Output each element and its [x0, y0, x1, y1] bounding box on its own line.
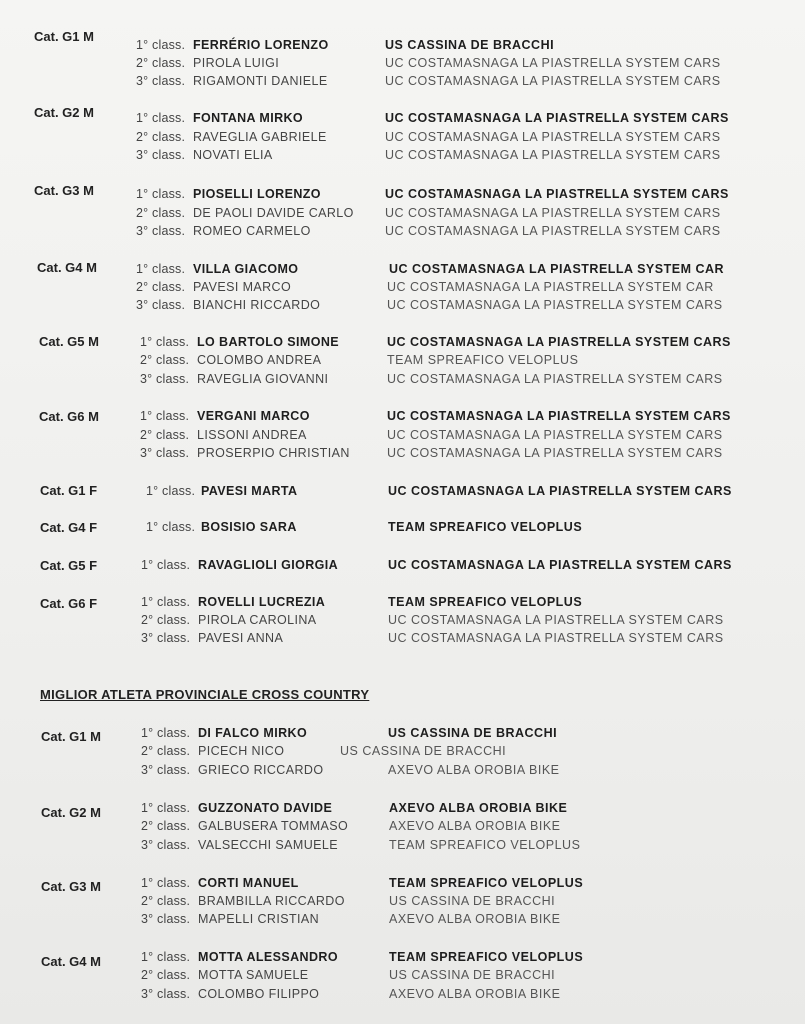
result-row	[0, 726, 805, 744]
athlete-name: MOTTA SAMUELE	[198, 968, 309, 982]
result-row	[0, 187, 805, 205]
athlete-name: RAVEGLIA GABRIELE	[193, 130, 327, 144]
place-label: 1° class.	[136, 187, 186, 201]
place-label: 3° class.	[141, 763, 191, 777]
team-name: AXEVO ALBA OROBIA BIKE	[389, 987, 561, 1001]
team-name: UC COSTAMASNAGA LA PIASTRELLA SYSTEM CARS	[387, 409, 731, 423]
result-row	[0, 148, 805, 166]
result-row	[0, 372, 805, 390]
result-row	[0, 111, 805, 129]
place-label: 3° class.	[141, 987, 191, 1001]
athlete-name: COLOMBO FILIPPO	[198, 987, 320, 1001]
place-label: 2° class.	[136, 56, 186, 70]
place-label: 3° class.	[136, 224, 186, 238]
athlete-name: BIANCHI RICCARDO	[193, 298, 321, 312]
athlete-name: PICECH NICO	[198, 744, 285, 758]
place-label: 1° class.	[146, 484, 196, 498]
team-name: UC COSTAMASNAGA LA PIASTRELLA SYSTEM CARS	[388, 558, 732, 572]
athlete-name: VILLA GIACOMO	[193, 262, 299, 276]
category-label: Cat. G2 M	[41, 805, 101, 820]
athlete-name: CORTI MANUEL	[198, 876, 299, 890]
result-row	[0, 280, 805, 298]
team-name: UC COSTAMASNAGA LA PIASTRELLA SYSTEM CARS	[385, 206, 721, 220]
category-label: Cat. G4 F	[40, 520, 98, 535]
place-label: 1° class.	[136, 38, 186, 52]
result-row	[0, 56, 805, 74]
place-label: 1° class.	[140, 409, 190, 423]
place-label: 2° class.	[141, 968, 191, 982]
place-label: 1° class.	[140, 335, 190, 349]
team-name: UC COSTAMASNAGA LA PIASTRELLA SYSTEM CARS	[385, 130, 721, 144]
athlete-name: FONTANA MIRKO	[193, 111, 304, 125]
athlete-name: VERGANI MARCO	[197, 409, 310, 423]
place-label: 2° class.	[136, 206, 186, 220]
team-name: UC COSTAMASNAGA LA PIASTRELLA SYSTEM CARS	[385, 224, 721, 238]
team-name: UC COSTAMASNAGA LA PIASTRELLA SYSTEM CARS	[387, 298, 723, 312]
athlete-name: PIROLA LUIGI	[193, 56, 280, 70]
category-label: Cat. G6 F	[40, 596, 98, 611]
team-name: TEAM SPREAFICO VELOPLUS	[388, 595, 583, 609]
team-name: AXEVO ALBA OROBIA BIKE	[389, 801, 568, 815]
result-row	[0, 838, 805, 856]
athlete-name: ROMEO CARMELO	[193, 224, 311, 238]
athlete-name: MAPELLI CRISTIAN	[198, 912, 320, 926]
team-name: AXEVO ALBA OROBIA BIKE	[388, 763, 560, 777]
team-name: TEAM SPREAFICO VELOPLUS	[389, 950, 584, 964]
result-row	[0, 446, 805, 464]
team-name: UC COSTAMASNAGA LA PIASTRELLA SYSTEM CARS	[387, 335, 731, 349]
result-row	[0, 130, 805, 148]
result-row	[0, 950, 805, 968]
place-label: 1° class.	[136, 111, 186, 125]
place-label: 1° class.	[141, 726, 191, 740]
team-name: US CASSINA DE BRACCHI	[389, 968, 556, 982]
place-label: 1° class.	[141, 950, 191, 964]
athlete-name: NOVATI ELIA	[193, 148, 273, 162]
place-label: 2° class.	[140, 353, 190, 367]
athlete-name: FERRÉRIO LORENZO	[193, 38, 329, 52]
athlete-name: LO BARTOLO SIMONE	[197, 335, 339, 349]
result-row	[0, 744, 805, 762]
result-row	[0, 613, 805, 631]
team-name: UC COSTAMASNAGA LA PIASTRELLA SYSTEM CARS	[387, 428, 723, 442]
category-label: Cat. G4 M	[41, 954, 101, 969]
team-name: AXEVO ALBA OROBIA BIKE	[389, 912, 561, 926]
category-label: Cat. G1 M	[41, 729, 101, 744]
place-label: 2° class.	[141, 744, 191, 758]
team-name: TEAM SPREAFICO VELOPLUS	[389, 838, 581, 852]
team-name: US CASSINA DE BRACCHI	[385, 38, 555, 52]
athlete-name: COLOMBO ANDREA	[197, 353, 322, 367]
team-name: UC COSTAMASNAGA LA PIASTRELLA SYSTEM CARS	[388, 613, 724, 627]
athlete-name: PIOSELLI LORENZO	[193, 187, 321, 201]
result-row	[0, 335, 805, 353]
section-title: MIGLIOR ATLETA PROVINCIALE CROSS COUNTRY	[40, 687, 370, 702]
athlete-name: BOSISIO SARA	[201, 520, 297, 534]
result-row	[0, 595, 805, 613]
place-label: 2° class.	[136, 280, 186, 294]
athlete-name: RAVAGLIOLI GIORGIA	[198, 558, 339, 572]
place-label: 1° class.	[141, 801, 191, 815]
team-name: UC COSTAMASNAGA LA PIASTRELLA SYSTEM CARS	[387, 372, 723, 386]
team-name: US CASSINA DE BRACCHI	[340, 744, 507, 758]
place-label: 3° class.	[136, 74, 186, 88]
place-label: 3° class.	[136, 148, 186, 162]
result-row	[0, 631, 805, 649]
place-label: 2° class.	[141, 894, 191, 908]
result-row	[0, 987, 805, 1005]
team-name: TEAM SPREAFICO VELOPLUS	[389, 876, 584, 890]
result-row	[0, 801, 805, 819]
athlete-name: PIROLA CAROLINA	[198, 613, 317, 627]
result-row	[0, 409, 805, 427]
place-label: 3° class.	[141, 838, 191, 852]
result-row	[0, 206, 805, 224]
result-row	[0, 912, 805, 930]
team-name: UC COSTAMASNAGA LA PIASTRELLA SYSTEM CARS	[385, 74, 721, 88]
athlete-name: RAVEGLIA GIOVANNI	[197, 372, 329, 386]
place-label: 3° class.	[136, 298, 186, 312]
place-label: 1° class.	[146, 520, 196, 534]
team-name: UC COSTAMASNAGA LA PIASTRELLA SYSTEM CARS	[385, 56, 721, 70]
category-label: Cat. G4 M	[37, 260, 97, 275]
place-label: 2° class.	[140, 428, 190, 442]
category-label: Cat. G1 M	[34, 29, 94, 44]
place-label: 3° class.	[140, 446, 190, 460]
category-label: Cat. G1 F	[40, 483, 98, 498]
athlete-name: PAVESI ANNA	[198, 631, 284, 645]
place-label: 1° class.	[141, 595, 191, 609]
athlete-name: RIGAMONTI DANIELE	[193, 74, 328, 88]
place-label: 3° class.	[140, 372, 190, 386]
category-label: Cat. G3 M	[34, 183, 94, 198]
result-row	[0, 558, 805, 576]
team-name: UC COSTAMASNAGA LA PIASTRELLA SYSTEM CARS	[387, 446, 723, 460]
result-row	[0, 894, 805, 912]
team-name: TEAM SPREAFICO VELOPLUS	[387, 353, 579, 367]
result-row	[0, 520, 805, 538]
place-label: 1° class.	[141, 876, 191, 890]
athlete-name: GRIECO RICCARDO	[198, 763, 324, 777]
category-label: Cat. G5 F	[40, 558, 98, 573]
athlete-name: GALBUSERA TOMMASO	[198, 819, 349, 833]
team-name: UC COSTAMASNAGA LA PIASTRELLA SYSTEM CARS	[385, 148, 721, 162]
result-row	[0, 876, 805, 894]
team-name: UC COSTAMASNAGA LA PIASTRELLA SYSTEM CARS	[385, 111, 729, 125]
place-label: 2° class.	[141, 613, 191, 627]
result-row	[0, 262, 805, 280]
result-row	[0, 224, 805, 242]
place-label: 3° class.	[141, 912, 191, 926]
category-label: Cat. G5 M	[39, 334, 99, 349]
place-label: 2° class.	[136, 130, 186, 144]
athlete-name: PAVESI MARCO	[193, 280, 292, 294]
result-row	[0, 428, 805, 446]
result-row	[0, 819, 805, 837]
place-label: 3° class.	[141, 631, 191, 645]
result-row	[0, 353, 805, 371]
place-label: 1° class.	[141, 558, 191, 572]
place-label: 1° class.	[136, 262, 186, 276]
category-label: Cat. G6 M	[39, 409, 99, 424]
result-row	[0, 968, 805, 986]
team-name: AXEVO ALBA OROBIA BIKE	[389, 819, 561, 833]
team-name: UC COSTAMASNAGA LA PIASTRELLA SYSTEM CARS	[388, 484, 732, 498]
result-row	[0, 763, 805, 781]
category-label: Cat. G2 M	[34, 105, 94, 120]
athlete-name: MOTTA ALESSANDRO	[198, 950, 338, 964]
athlete-name: PAVESI MARTA	[201, 484, 298, 498]
result-row	[0, 74, 805, 92]
athlete-name: GUZZONATO DAVIDE	[198, 801, 333, 815]
team-name: TEAM SPREAFICO VELOPLUS	[388, 520, 583, 534]
result-row	[0, 484, 805, 502]
athlete-name: BRAMBILLA RICCARDO	[198, 894, 345, 908]
athlete-name: PROSERPIO CHRISTIAN	[197, 446, 350, 460]
team-name: US CASSINA DE BRACCHI	[389, 894, 556, 908]
athlete-name: VALSECCHI SAMUELE	[198, 838, 338, 852]
athlete-name: DI FALCO MIRKO	[198, 726, 308, 740]
athlete-name: LISSONI ANDREA	[197, 428, 307, 442]
category-label: Cat. G3 M	[41, 879, 101, 894]
team-name: UC COSTAMASNAGA LA PIASTRELLA SYSTEM CARS	[385, 187, 729, 201]
athlete-name: ROVELLI LUCREZIA	[198, 595, 326, 609]
result-row	[0, 298, 805, 316]
place-label: 2° class.	[141, 819, 191, 833]
team-name: US CASSINA DE BRACCHI	[388, 726, 558, 740]
team-name: UC COSTAMASNAGA LA PIASTRELLA SYSTEM CAR	[389, 262, 725, 276]
team-name: UC COSTAMASNAGA LA PIASTRELLA SYSTEM CAR	[387, 280, 714, 294]
team-name: UC COSTAMASNAGA LA PIASTRELLA SYSTEM CARS	[388, 631, 724, 645]
athlete-name: DE PAOLI DAVIDE CARLO	[193, 206, 354, 220]
result-row	[0, 38, 805, 56]
